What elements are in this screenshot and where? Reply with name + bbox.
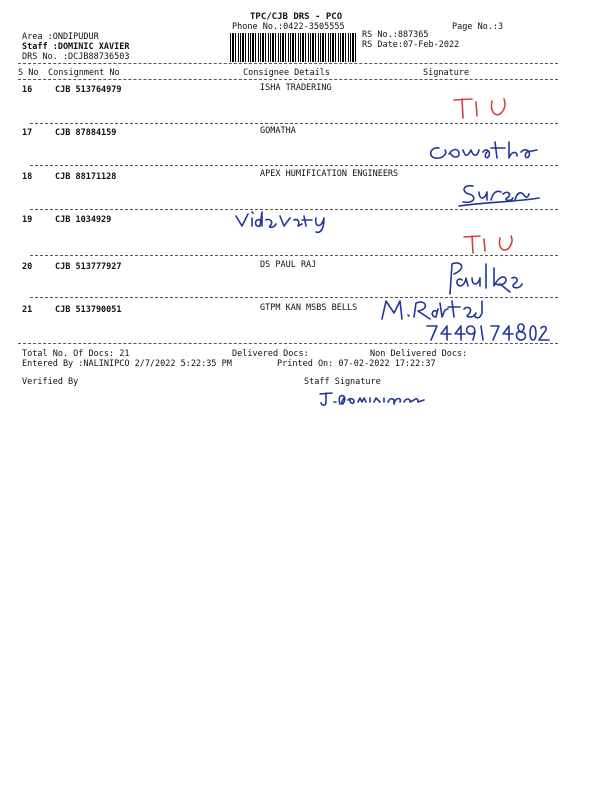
sheet-title: TPC/CJB DRS - PCO xyxy=(250,12,343,22)
handwritten-signature xyxy=(425,138,555,166)
phone-number: Phone No.:0422-3505555 xyxy=(232,22,345,32)
staff-name: Staff :DOMINIC XAVIER xyxy=(22,42,130,52)
handwritten-tiu-mark xyxy=(462,233,522,255)
row-divider xyxy=(30,255,558,256)
handwritten-signature xyxy=(232,208,342,234)
rs-date: RS Date:07-Feb-2022 xyxy=(362,40,460,50)
row-consignment: CJB 87884159 xyxy=(55,128,117,138)
rs-number: RS No.:887365 xyxy=(362,30,429,40)
row-consignment: CJB 1034929 xyxy=(55,215,112,225)
row-sno: 16 xyxy=(22,85,33,95)
col-header-consignment: Consignment No xyxy=(48,68,120,78)
row-consignee: DS PAUL RAJ xyxy=(260,260,317,270)
row-sno: 19 xyxy=(22,215,33,225)
divider xyxy=(18,343,558,344)
page-number: Page No.:3 xyxy=(452,22,504,32)
col-header-signature: Signature xyxy=(423,68,470,78)
entered-by: Entered By :NALINIPCO 2/7/2022 5:22:35 PM xyxy=(22,359,232,369)
verified-by: Verified By xyxy=(22,377,79,387)
total-docs: Total No. Of Docs: 21 xyxy=(22,349,130,359)
row-divider xyxy=(30,123,558,124)
staff-handwritten-signature xyxy=(318,388,428,412)
handwritten-phone-number xyxy=(425,322,555,342)
row-consignee: ISHA TRADERING xyxy=(260,83,332,93)
row-sno: 21 xyxy=(22,305,33,315)
row-consignee: GOMATHA xyxy=(260,126,296,136)
handwritten-tiu-mark xyxy=(452,96,512,120)
drs-number: DRS No. :DCJB88736503 xyxy=(22,52,130,62)
row-sno: 20 xyxy=(22,262,33,272)
delivered-docs: Delivered Docs: xyxy=(232,349,309,359)
divider xyxy=(18,63,558,64)
col-header-sno: S No xyxy=(18,68,39,78)
row-sno: 18 xyxy=(22,172,33,182)
row-consignee: APEX HUMIFICATION ENGINEERS xyxy=(260,169,399,179)
area: Area :ONDIPUDUR xyxy=(22,32,99,42)
row-consignment: CJB 513777927 xyxy=(55,262,122,272)
col-header-consignee: Consignee Details xyxy=(243,68,330,78)
handwritten-signature xyxy=(455,180,545,210)
row-consignment: CJB 88171128 xyxy=(55,172,117,182)
printed-on: Printed On: 07-02-2022 17:22:37 xyxy=(277,359,436,369)
staff-signature-label: Staff Signature xyxy=(304,377,381,387)
row-sno: 17 xyxy=(22,128,33,138)
non-delivered-docs: Non Delivered Docs: xyxy=(370,349,468,359)
barcode xyxy=(230,33,358,62)
row-consignment: CJB 513790051 xyxy=(55,305,122,315)
handwritten-signature xyxy=(378,295,518,323)
handwritten-signature xyxy=(440,258,530,298)
divider xyxy=(18,79,558,80)
row-consignee: GTPM KAN MSBS BELLS xyxy=(260,303,358,313)
row-consignment: CJB 513764979 xyxy=(55,85,122,95)
